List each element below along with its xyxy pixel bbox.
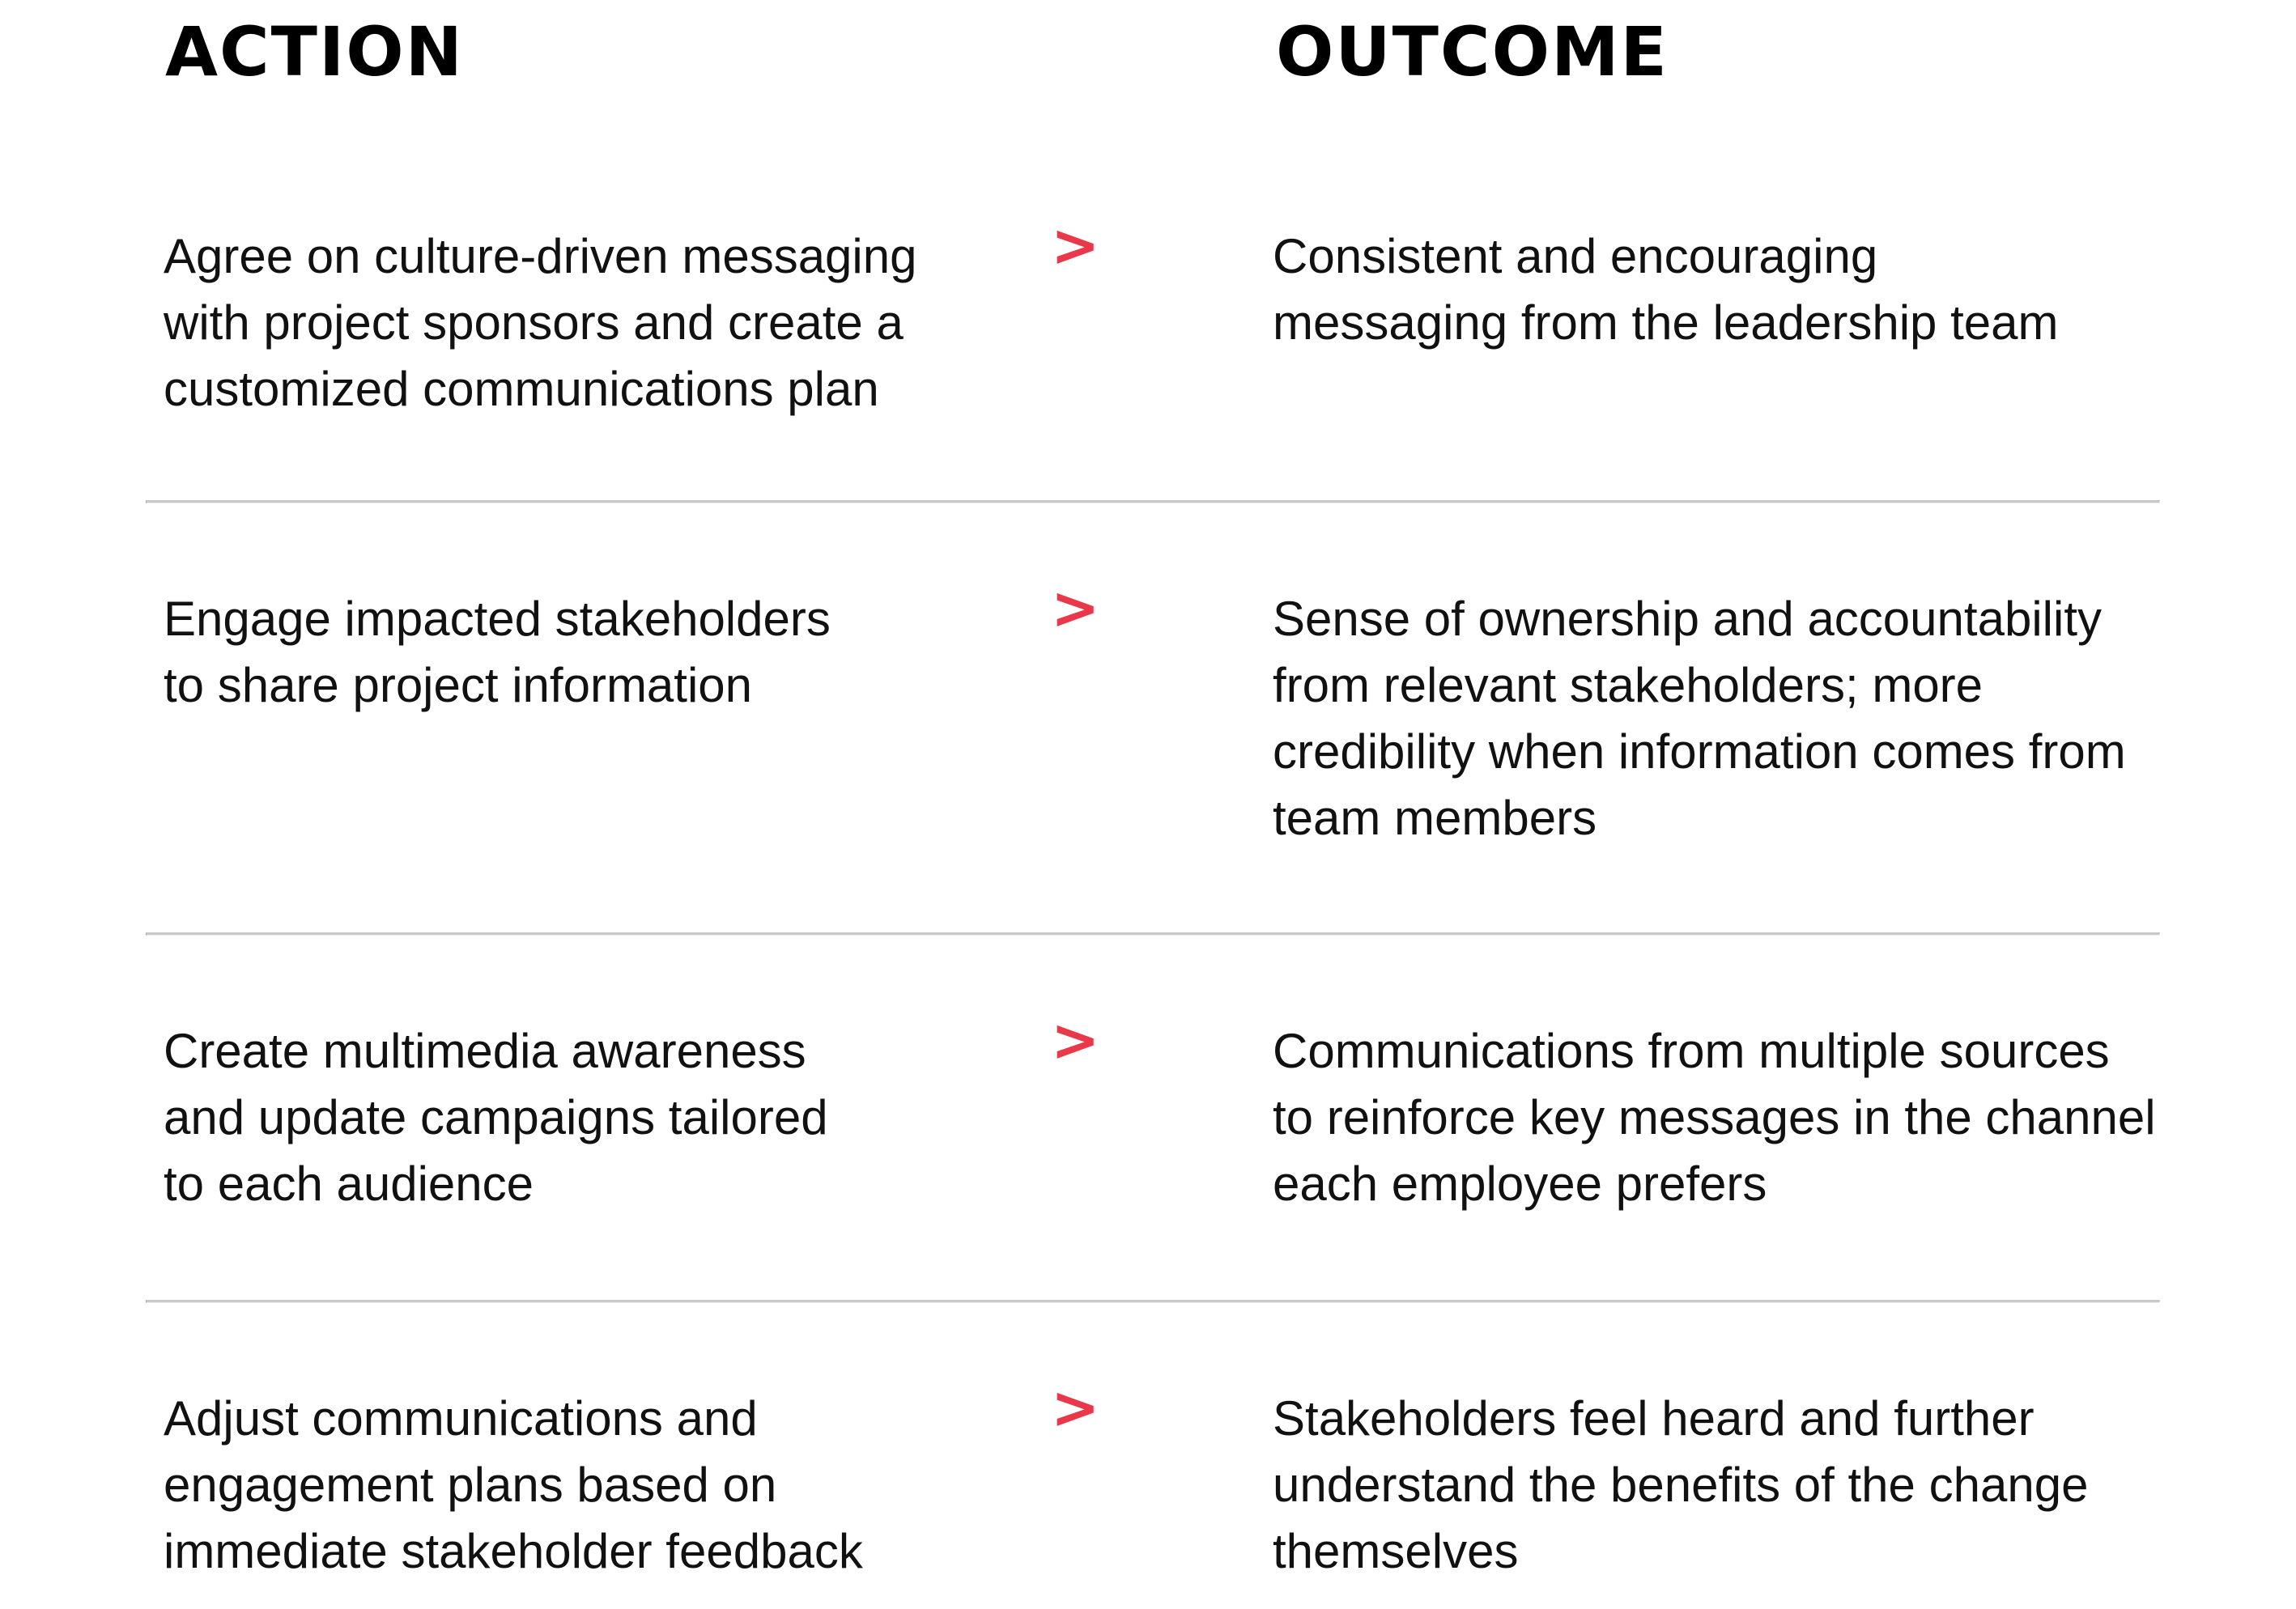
outcome-column-heading: OUTCOME [1276, 12, 1669, 91]
arrow-icon: > [1051, 1373, 1100, 1441]
row-divider [146, 1300, 2160, 1303]
arrow-icon: > [1051, 211, 1100, 279]
action-text: Adjust communications and engagement plans based on immediate stakeholder feedback [164, 1391, 863, 1578]
action-text: Create multimedia awareness and update campaigns tailored to each audience [164, 1024, 828, 1211]
arrow-icon: > [1051, 1006, 1100, 1074]
outcome-text: Sense of ownership and accountability from relevant stakeholders; more credibility when information comes from team members [1273, 592, 2126, 845]
outcome-text: Stakeholders feel heard and further understand the benefits of the change themselves [1273, 1391, 2089, 1578]
row-divider [146, 500, 2160, 503]
row-divider [146, 932, 2160, 936]
action-text: Engage impacted stakeholders to share project information [164, 592, 831, 712]
action-column-heading: ACTION [165, 12, 464, 91]
arrow-icon: > [1051, 574, 1100, 642]
action-text: Agree on culture-driven messaging with project sponsors and create a customized communications plan [164, 229, 917, 416]
outcome-text: Communications from multiple sources to reinforce key messages in the channel each employee prefers [1273, 1024, 2156, 1211]
outcome-text: Consistent and encouraging messaging from the leadership team [1273, 229, 2059, 350]
